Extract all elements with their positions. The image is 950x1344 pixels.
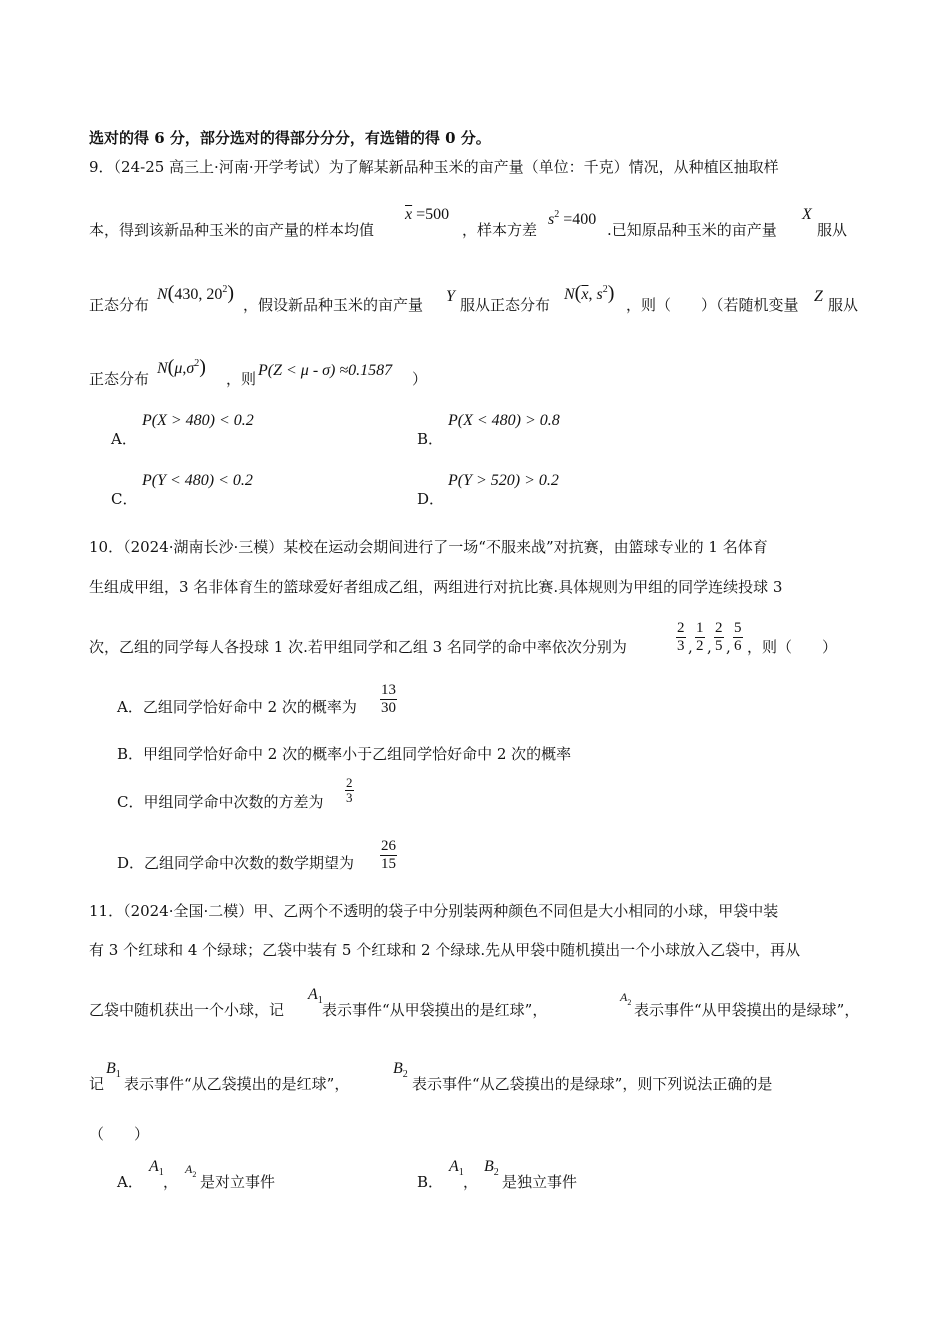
q9-sample-mean-value: =500 bbox=[416, 206, 450, 223]
q10-option-d-text: D．乙组同学命中次数的数学期望为 bbox=[117, 854, 355, 872]
q9-probability-formula: P(Z < μ - σ) ≈0.1587 bbox=[258, 362, 393, 379]
q11-line-4b: 表示事件“从乙袋摸出的是红球”， bbox=[124, 1075, 350, 1093]
q11-line-1: 11．（2024·全国·二模）甲、乙两个不透明的袋子中分别装两种颜色不同但是大小相同的小球，甲袋中装 bbox=[89, 902, 779, 920]
q9-option-d-label: D． bbox=[417, 490, 445, 508]
q9-line-2c: .已知原品种玉米的亩产量 bbox=[607, 221, 777, 239]
q11-line-5: （ ） bbox=[89, 1125, 150, 1143]
q11-event-a1: $A_1$ bbox=[308, 986, 323, 1006]
q11-event-b2: $B_2$ bbox=[393, 1060, 408, 1080]
q11-line-3c: 表示事件“从甲袋摸出的是绿球”， bbox=[634, 1001, 860, 1019]
q10-line-1: 10．（2024·湖南长沙·三模）某校在运动会期间进行了一场“不服来战”对抗赛，由篮球专业的 1 名体育 bbox=[89, 538, 768, 556]
q9-line-3d: ，则（ ）（若随机变量 bbox=[626, 296, 799, 314]
q11-option-a-label: A． bbox=[117, 1173, 143, 1191]
q9-normal-original: N(430, $20^2$) bbox=[157, 282, 235, 304]
q9-option-c-formula: P(Y < 480) < 0.2 bbox=[142, 472, 253, 489]
q9-sample-mean: $\overline{x} =500$ bbox=[405, 206, 450, 223]
q11-line-2: 有 3 个红球和 4 个绿球；乙袋中装有 5 个红球和 2 个绿球.先从甲袋中随机摸出一个小球放入乙袋中，再从 bbox=[89, 941, 801, 959]
q11-option-a-comma: ， bbox=[163, 1173, 179, 1191]
q11-option-a-a2: $A_2$ bbox=[185, 1162, 197, 1179]
q9-line-2a: 本，得到该新品种玉米的亩产量的样本均值 bbox=[89, 221, 375, 239]
q10-option-b-text: B．甲组同学恰好命中 2 次的概率小于乙组同学恰好命中 2 次的概率 bbox=[117, 745, 572, 763]
q10-hit-rate-4: $\frac{5}{6}$ bbox=[734, 620, 742, 654]
q10-option-a-text: A．乙组同学恰好命中 2 次的概率为 bbox=[117, 698, 357, 716]
q9-line-3c: 服从正态分布 bbox=[460, 296, 551, 314]
q10-line-3a: 次，乙组的同学每人各投球 1 次.若甲组同学和乙组 3 名同学的命中率依次分别为 bbox=[89, 638, 627, 656]
q9-option-c-label: C． bbox=[111, 490, 138, 508]
q9-var-z: Z bbox=[814, 288, 823, 305]
q10-line-3b: ，则（ ） bbox=[747, 638, 838, 656]
q11-line-3b: 表示事件“从甲袋摸出的是红球”， bbox=[322, 1001, 548, 1019]
q9-option-b-label: B． bbox=[417, 430, 444, 448]
q11-option-b-label: B． bbox=[417, 1173, 444, 1191]
q9-normal-general: $N(\mu,\sigma^2)$ bbox=[157, 356, 206, 378]
q9-sample-variance-value: =400 bbox=[563, 211, 597, 228]
q9-line-3e: 服从 bbox=[828, 296, 859, 314]
q9-normal-new: $N(\overline{x}$, $s^2$) bbox=[564, 282, 615, 304]
q11-option-b-b2: $B_2$ bbox=[484, 1158, 499, 1178]
q9-normal-args: 430, 20 bbox=[174, 286, 223, 303]
q11-option-a-a1: $A_1$ bbox=[149, 1158, 164, 1178]
q9-line-2d: 服从 bbox=[817, 221, 848, 239]
q9-line-3a: 正态分布 bbox=[89, 296, 150, 314]
q11-line-4a: 记 bbox=[89, 1075, 105, 1093]
q9-line-2b: ，样本方差 bbox=[462, 221, 538, 239]
q9-option-b-formula: P(X < 480) > 0.8 bbox=[448, 412, 560, 429]
q11-option-b-text: 是独立事件 bbox=[502, 1173, 578, 1191]
q9-var-y: Y bbox=[446, 288, 455, 305]
q11-line-4c: 表示事件“从乙袋摸出的是绿球”，则下列说法正确的是 bbox=[412, 1075, 773, 1093]
q9-line-4b: ，则 bbox=[226, 370, 257, 388]
q10-option-c-fraction: $\frac{2}{3}$ bbox=[346, 775, 353, 805]
q9-sample-variance: $s^2 =400$ bbox=[548, 209, 597, 228]
q10-option-c-text: C．甲组同学命中次数的方差为 bbox=[117, 793, 324, 811]
q9-line-4c: ） bbox=[412, 370, 428, 388]
q11-event-a2: $A_2$ bbox=[620, 990, 632, 1007]
q11-option-a-text: 是对立事件 bbox=[200, 1173, 276, 1191]
q10-hit-rate-1: $\frac{2}{3}$ bbox=[677, 620, 685, 654]
q9-line-4a: 正态分布 bbox=[89, 370, 150, 388]
q9-var-x: X bbox=[802, 206, 812, 223]
q9-line-3b: ，假设新品种玉米的亩产量 bbox=[243, 296, 424, 314]
q11-event-b1: $B_1$ bbox=[106, 1060, 121, 1080]
q9-option-a-formula: P(X > 480) < 0.2 bbox=[142, 412, 254, 429]
q9-option-a-label: A． bbox=[111, 430, 137, 448]
q11-option-b-a1: $A_1$ bbox=[449, 1158, 464, 1178]
q11-option-b-comma: ， bbox=[463, 1173, 479, 1191]
q11-line-3a: 乙袋中随机获出一个小球，记 bbox=[89, 1001, 285, 1019]
q10-option-d-fraction: $\frac{26}{15}$ bbox=[381, 838, 396, 872]
q10-hit-rate-3: $\frac{2}{5}$ bbox=[715, 620, 723, 654]
q10-hit-rate-2: $\frac{1}{2}$ bbox=[696, 620, 704, 654]
q10-line-2: 生组成甲组，3 名非体育生的篮球爱好者组成乙组，两组进行对抗比赛.具体规则为甲组的同学连续投球 3 bbox=[89, 578, 783, 596]
instruction-text: 选对的得 6 分，部分选对的得部分分分，有选错的得 0 分。 bbox=[89, 129, 491, 147]
q9-line-1: 9．（24-25 高三上·河南·开学考试）为了解某新品种玉米的亩产量（单位：千克）情况，从种植区抽取样 bbox=[89, 158, 779, 176]
q10-option-a-fraction: $\frac{13}{30}$ bbox=[381, 682, 396, 716]
q9-option-d-formula: P(Y > 520) > 0.2 bbox=[448, 472, 559, 489]
